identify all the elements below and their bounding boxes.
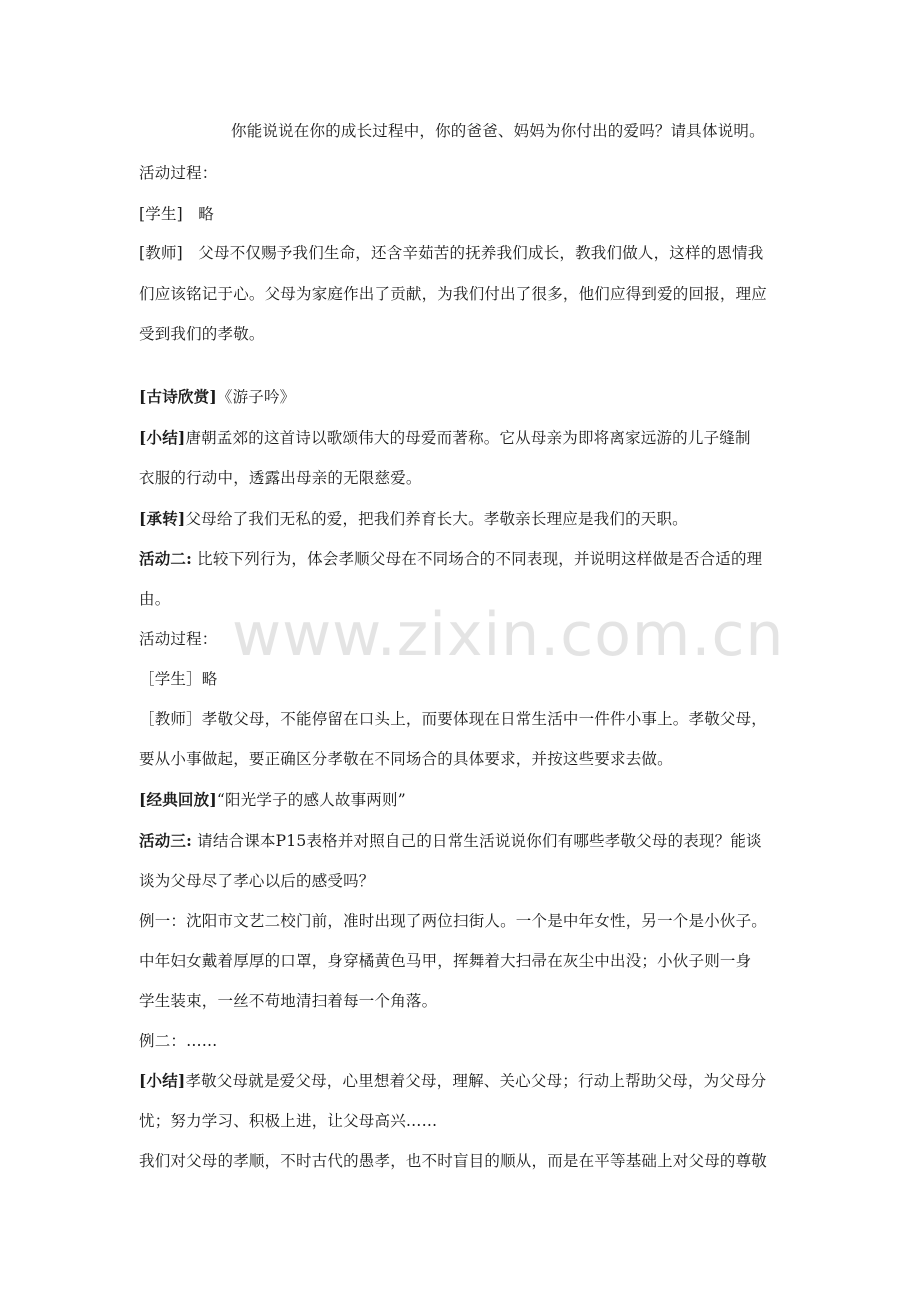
poem-appreciation-line xyxy=(139,387,295,407)
poem-appreciation-label: [古诗欣赏] xyxy=(139,387,217,406)
student-line xyxy=(139,204,214,224)
activity-process-heading: 活动过程： xyxy=(139,630,218,648)
transition-text: 父母给了我们无私的爱，把我们养育长大。孝敬亲长理应是我们的天职。 xyxy=(185,510,688,528)
paragraph-line: 要从小事做起，要正确区分孝敬在不同场合的具体要求，并按这些要求去做。 xyxy=(139,750,673,768)
watermark: www.zixin.com.cn xyxy=(232,600,785,670)
student-text: 略 xyxy=(198,205,214,223)
paragraph-line: 学生装束，一丝不苟地清扫着每一个角落。 xyxy=(139,992,438,1010)
paragraph-line: 们应该铭记于心。父母为家庭作出了贡献，为我们付出了很多，他们应得到爱的回报，理应 xyxy=(139,285,768,303)
classic-replay-label: [经典回放] xyxy=(139,790,217,809)
classic-replay-line xyxy=(139,790,406,810)
summary-label: [小结] xyxy=(139,1071,186,1090)
paragraph-line: 我们对父母的孝顺，不时古代的愚孝，也不时盲目的顺从，而是在平等基础上对父母的尊敬 xyxy=(139,1152,768,1170)
paragraph-line: 忧；努力学习、积极上进，让父母高兴…… xyxy=(139,1112,438,1130)
teacher-text: 父母不仅赐予我们生命，还含辛茹苦的抚养我们成长，教我们做人，这样的恩情我 xyxy=(198,244,764,262)
question-line: 你能说说在你的成长过程中，你的爸爸、妈妈为你付出的爱吗？请具体说明。 xyxy=(231,122,765,140)
activity-three-label: 活动三: xyxy=(139,831,193,850)
summary-line xyxy=(139,1071,766,1091)
transition-label: [承转] xyxy=(139,509,186,528)
paragraph-line: 由。 xyxy=(139,590,171,608)
summary-text: 唐朝孟郊的这首诗以歌颂伟大的母爱而著称。它从母亲为即将离家远游的儿子缝制 xyxy=(185,429,751,447)
teacher-line xyxy=(139,243,764,263)
activity-two-line xyxy=(139,549,762,569)
activity-two-text: 比较下列行为，体会孝顺父母在不同场合的不同表现，并说明这样做是否合适的理 xyxy=(197,550,763,568)
example-two-line: 例二：…… xyxy=(139,1032,218,1050)
student-label: [学生] xyxy=(139,205,183,223)
activity-three-text: 请结合课本P15表格并对照自己的日常生活说说你们有哪些孝敬父母的表现？能谈 xyxy=(197,832,762,850)
example-one-line: 例一：沈阳市文艺二校门前，准时出现了两位扫街人。一个是中年女性，另一个是小伙子。 xyxy=(139,912,768,930)
activity-two-label: 活动二: xyxy=(139,549,193,568)
paragraph-line: 受到我们的孝敬。 xyxy=(139,325,265,343)
paragraph-line: 中年妇女戴着厚厚的口罩，身穿橘黄色马甲，挥舞着大扫帚在灰尘中出没；小伙子则一身 xyxy=(139,952,752,970)
teacher-label: [教师] xyxy=(139,244,183,262)
activity-three-line xyxy=(139,831,762,851)
paragraph-line: 衣服的行动中，透露出母亲的无限慈爱。 xyxy=(139,469,422,487)
teacher-line: ［教师］孝敬父母，不能停留在口头上，而要体现在日常生活中一件件小事上。孝敬父母， xyxy=(139,710,768,728)
poem-title: 《游子吟》 xyxy=(216,388,296,406)
summary-line xyxy=(139,428,751,448)
transition-line xyxy=(139,509,688,529)
activity-process-heading: 活动过程： xyxy=(139,164,218,182)
classic-replay-text: “阳光学子的感人故事两则” xyxy=(216,791,406,809)
student-line: ［学生］略 xyxy=(139,670,218,688)
summary-text: 孝敬父母就是爱父母，心里想着父母，理解、关心父母；行动上帮助父母，为父母分 xyxy=(185,1072,767,1090)
paragraph-line: 谈为父母尽了孝心以后的感受吗？ xyxy=(139,872,375,890)
summary-label: [小结] xyxy=(139,428,186,447)
